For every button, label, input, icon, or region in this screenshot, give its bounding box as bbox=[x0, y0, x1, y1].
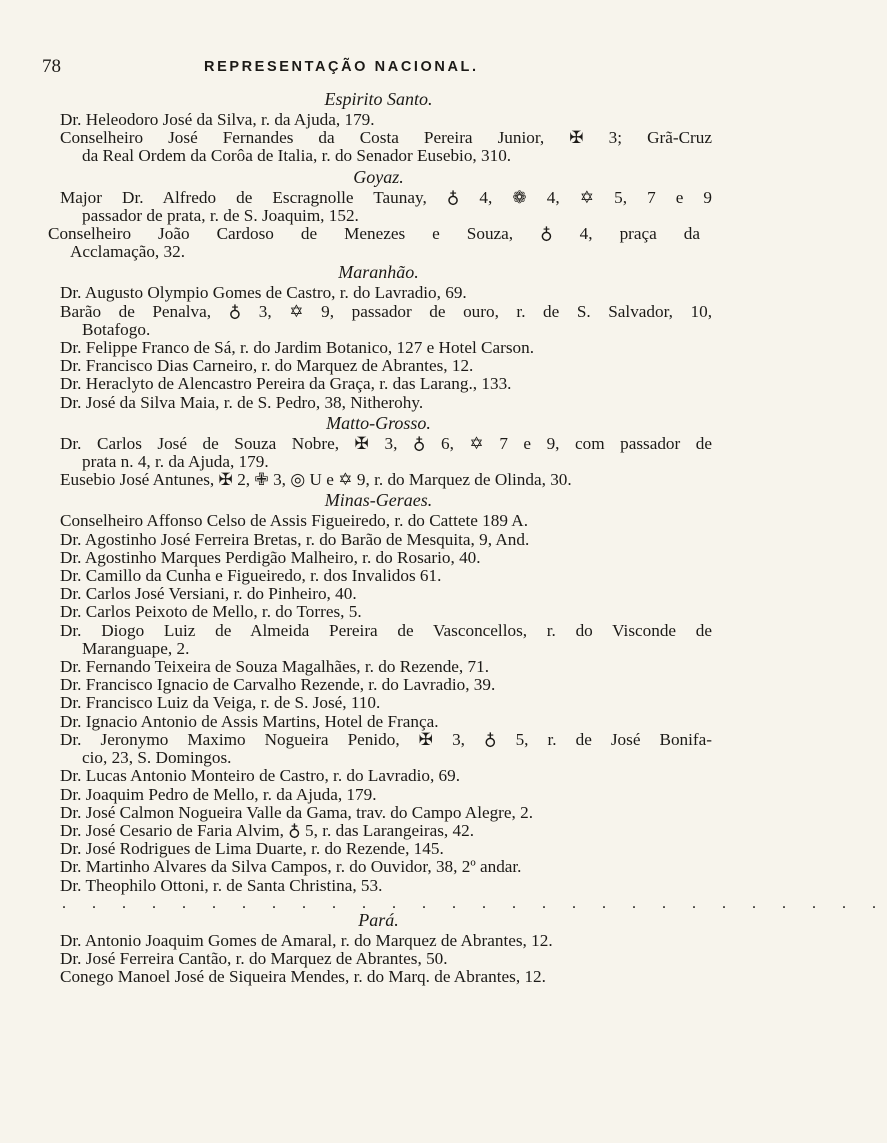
entry-line: Major Dr. Alfredo de Escragnolle Taunay, ♁ 4, ❁ 4, ✡ 5, 7 e 9 bbox=[60, 187, 712, 207]
list-item bbox=[60, 622, 712, 658]
section-title: Pará. bbox=[358, 909, 399, 930]
entry-line: Dr. Heleodoro José da Silva, r. da Ajuda, 179. bbox=[60, 110, 375, 129]
entry-line: Dr. Lucas Antonio Monteiro de Castro, r. do Lavradio, 69. bbox=[60, 766, 461, 786]
entry-line: Dr. Theophilo Ottoni, r. de Santa Christina, 53. bbox=[60, 875, 383, 895]
list-item bbox=[60, 858, 712, 876]
entry-line: Barão de Penalva, ♁ 3, ✡ 9, passador de ouro, r. de S. Salvador, 10, bbox=[60, 301, 712, 321]
list-item bbox=[60, 950, 712, 968]
list-item bbox=[60, 357, 712, 375]
entry-line: Dr. Camillo da Cunha e Figueiredo, r. dos Invalidos 61. bbox=[60, 566, 442, 586]
entry-line: Conselheiro José Fernandes da Costa Pereira Junior, ✠ 3; Grã-Cruz bbox=[60, 128, 712, 148]
list-item bbox=[60, 303, 712, 339]
list-item bbox=[60, 786, 712, 804]
list-item bbox=[60, 512, 712, 530]
list-item bbox=[60, 694, 712, 712]
entry-line: Dr. Francisco Luiz da Veiga, r. de S. José, 110. bbox=[60, 693, 381, 713]
list-item bbox=[60, 603, 712, 621]
entry-line: Dr. Martinho Alvares da Silva Campos, r. do Ouvidor, 38, 2º andar. bbox=[60, 857, 522, 877]
list-item bbox=[60, 471, 712, 489]
list-item bbox=[60, 284, 712, 302]
entry-line: Dr. José Ferreira Cantão, r. do Marquez de Abrantes, 50. bbox=[60, 948, 448, 968]
entry-line: Dr. Augusto Olympio Gomes de Castro, r. do Lavradio, 69. bbox=[60, 283, 467, 303]
entry-line: Dr. Heraclyto de Alencastro Pereira da Graça, r. das Larang., 133. bbox=[60, 374, 512, 394]
list-item bbox=[60, 111, 712, 129]
entry-line: Dr. Carlos Peixoto de Mello, r. do Torres, 5. bbox=[60, 602, 362, 622]
section-title: Espirito Santo. bbox=[324, 89, 433, 109]
section-title: Minas-Geraes. bbox=[324, 490, 433, 511]
list-item bbox=[60, 822, 712, 840]
section-title: Maranhão. bbox=[338, 262, 419, 283]
entry-line: Dr. José da Silva Maia, r. de S. Pedro, 38, Nitherohy. bbox=[60, 392, 424, 412]
entry-continuation: passador de prata, r. de S. Joaquim, 152. bbox=[82, 205, 359, 225]
entry-line: Eusebio José Antunes, ✠ 2, ✙ 3, ◎ U e ✡ 9, r. do Marquez de Olinda, 30. bbox=[60, 470, 572, 490]
list-item bbox=[60, 840, 712, 858]
entry-continuation: Botafogo. bbox=[82, 319, 151, 339]
entry-line: Dr. Francisco Ignacio de Carvalho Rezende, r. do Lavradio, 39. bbox=[60, 675, 496, 695]
page-number: 78 bbox=[42, 56, 61, 77]
separator-row bbox=[0, 894, 887, 912]
entry-line: Dr. Carlos José Versiani, r. do Pinheiro, 40. bbox=[60, 584, 357, 604]
list-item bbox=[60, 968, 712, 986]
page-header bbox=[42, 56, 702, 80]
entry-line: Dr. Jeronymo Maximo Nogueira Penido, ✠ 3, ♁ 5, r. de José Bonifa- bbox=[60, 729, 712, 749]
list-item bbox=[60, 804, 712, 822]
entry-line: Dr. José Calmon Nogueira Valle da Gama, trav. do Campo Alegre, 2. bbox=[60, 802, 534, 822]
entry-line: Dr. Carlos José de Souza Nobre, ✠ 3, ♁ 6, ✡ 7 e 9, com passador de bbox=[60, 433, 712, 453]
entry-line: Dr. Fernando Teixeira de Souza Magalhães, r. do Rezende, 71. bbox=[60, 657, 489, 677]
entry-continuation: prata n. 4, r. da Ajuda, 179. bbox=[82, 452, 269, 472]
list-item bbox=[60, 767, 712, 785]
entry-continuation: Maranguape, 2. bbox=[82, 638, 190, 658]
content bbox=[0, 88, 887, 987]
entry-continuation: cio, 23, S. Domingos. bbox=[82, 748, 232, 768]
list-item bbox=[60, 658, 712, 676]
entry-line: Conego Manoel José de Siqueira Mendes, r. do Marq. de Abrantes, 12. bbox=[60, 967, 546, 987]
list-item bbox=[60, 585, 712, 603]
list-item bbox=[60, 189, 712, 225]
entry-line: Dr. José Rodrigues de Lima Duarte, r. do Rezende, 145. bbox=[60, 839, 444, 859]
list-item bbox=[60, 435, 712, 471]
list-item bbox=[60, 567, 712, 585]
dotted-separator: . . . . . . . . . . . . . . . . . . . . . . . . . . . . bbox=[62, 894, 887, 912]
list-item bbox=[60, 531, 712, 549]
entry-line: Dr. Joaquim Pedro de Mello, r. da Ajuda, 179. bbox=[60, 784, 377, 804]
list-item bbox=[48, 225, 700, 261]
entry-line: Dr. Ignacio Antonio de Assis Martins, Hotel de França. bbox=[60, 711, 439, 731]
entry-line: Dr. Antonio Joaquim Gomes de Amaral, r. do Marquez de Abrantes, 12. bbox=[60, 930, 553, 950]
entry-line: Conselheiro Affonso Celso de Assis Figueiredo, r. do Cattete 189 A. bbox=[60, 511, 529, 531]
list-item bbox=[60, 676, 712, 694]
section-title: Matto-Grosso. bbox=[326, 412, 431, 433]
list-item bbox=[60, 731, 712, 767]
entry-line: Dr. Agostinho Marques Perdigão Malheiro, r. do Rosario, 40. bbox=[60, 547, 481, 567]
list-item bbox=[60, 932, 712, 950]
list-item bbox=[60, 713, 712, 731]
list-item bbox=[60, 877, 712, 895]
entry-line: Dr. Diogo Luiz de Almeida Pereira de Vasconcellos, r. do Visconde de bbox=[60, 620, 712, 640]
entry-line: Dr. Felippe Franco de Sá, r. do Jardim Botanico, 127 e Hotel Carson. bbox=[60, 338, 535, 358]
list-item bbox=[60, 375, 712, 393]
running-title: REPRESENTAÇÃO NACIONAL. bbox=[204, 59, 479, 75]
entry-continuation: Acclamação, 32. bbox=[70, 242, 186, 262]
list-item bbox=[60, 129, 712, 165]
entry-line: Conselheiro João Cardoso de Menezes e Souza, ♁ 4, praça da bbox=[48, 224, 700, 244]
entry-continuation: da Real Ordem da Corôa de Italia, r. do Senador Eusebio, 310. bbox=[82, 146, 512, 166]
list-item bbox=[60, 549, 712, 567]
entry-line: Dr. José Cesario de Faria Alvim, ♁ 5, r. das Larangeiras, 42. bbox=[60, 820, 474, 840]
list-item bbox=[60, 394, 712, 412]
list-item bbox=[60, 339, 712, 357]
section-title: Goyaz. bbox=[353, 166, 404, 187]
entry-line: Dr. Agostinho José Ferreira Bretas, r. do Barão de Mesquita, 9, And. bbox=[60, 529, 530, 549]
entry-line: Dr. Francisco Dias Carneiro, r. do Marquez de Abrantes, 12. bbox=[60, 356, 474, 376]
